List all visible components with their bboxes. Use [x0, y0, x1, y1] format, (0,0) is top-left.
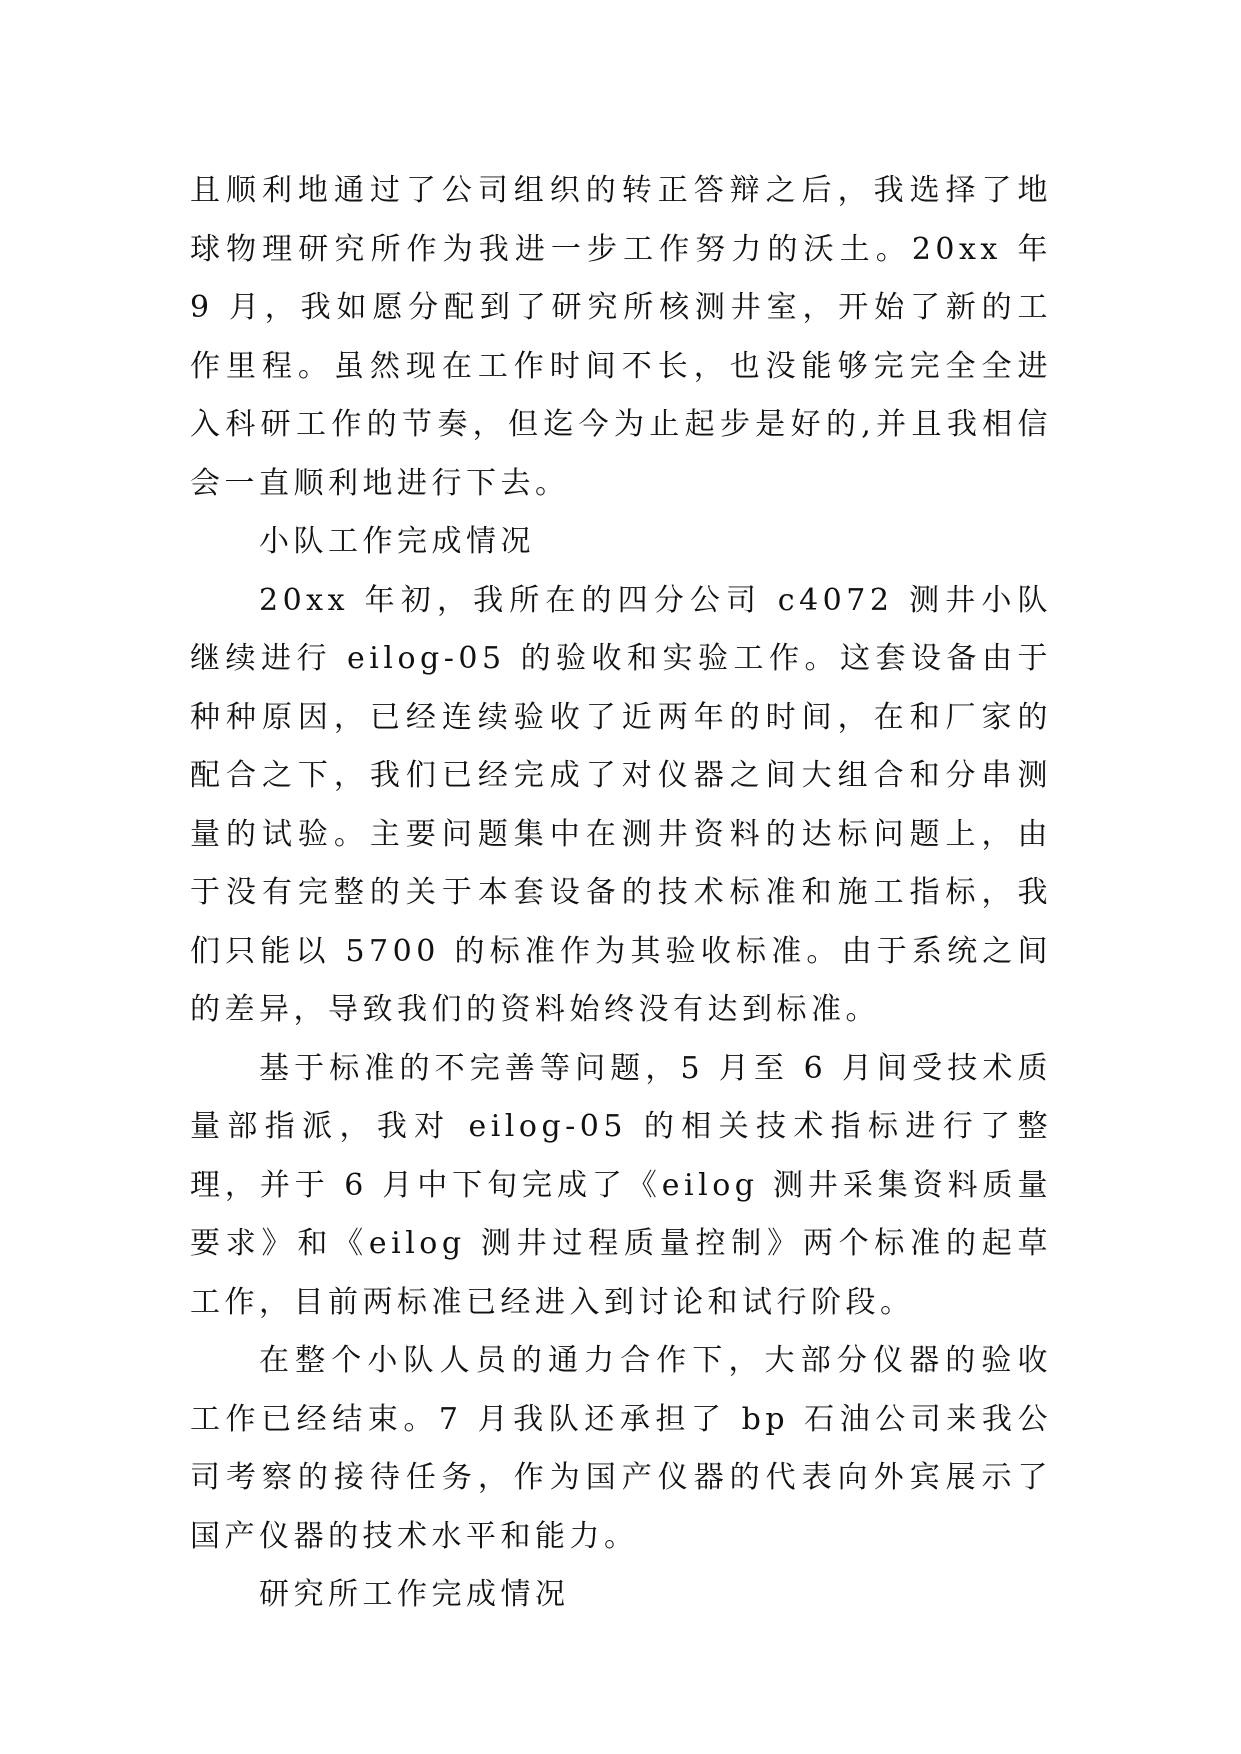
- document-body: [190, 162, 1052, 1625]
- body-paragraph-4: 在整个小队人员的通力合作下，大部分仪器的验收工作已经结束。7 月我队还承担了 bp 石油公司来我公司考察的接待任务，作为国产仪器的代表向外宾展示了国产仪器的技术水平和能力。: [190, 1343, 1052, 1554]
- body-paragraph-1: 且顺利地通过了公司组织的转正答辩之后，我选择了地球物理研究所作为我进一步工作努力的沃土。20xx 年 9 月，我如愿分配到了研究所核测井室，开始了新的工作里程。虽然现在工作时间不长，也没能够完完全全进入科研工作的节奏，但迄今为止起步是好的,并且我相信会一直顺利地进行下去。: [190, 173, 1052, 501]
- body-paragraph-2: 20xx 年初，我所在的四分公司 c4072 测井小队继续进行 eilog-05 的验收和实验工作。这套设备由于种种原因，已经连续验收了近两年的时间，在和厂家的配合之下，我们已经完成了对仪器之间大组合和分串测量的试验。主要问题集中在测井资料的达标问题上，由于没有完整的关于本套设备的技术标准和施工指标，我们只能以 5700 的标准作为其验收标准。由于系统之间的差异，导致我们的资料始终没有达到标准。: [190, 582, 1052, 1027]
- body-paragraph-3: 基于标准的不完善等问题，5 月至 6 月间受技术质量部指派，我对 eilog-05 的相关技术指标进行了整理，并于 6 月中下旬完成了《eilog 测井采集资料质量要求》和《eilog 测井过程质量控制》两个标准的起草工作，目前两标准已经进入到讨论和试行阶段。: [190, 1050, 1052, 1320]
- section-heading-team-work: 小队工作完成情况: [259, 524, 535, 559]
- section-heading-institute-work: 研究所工作完成情况: [259, 1577, 570, 1612]
